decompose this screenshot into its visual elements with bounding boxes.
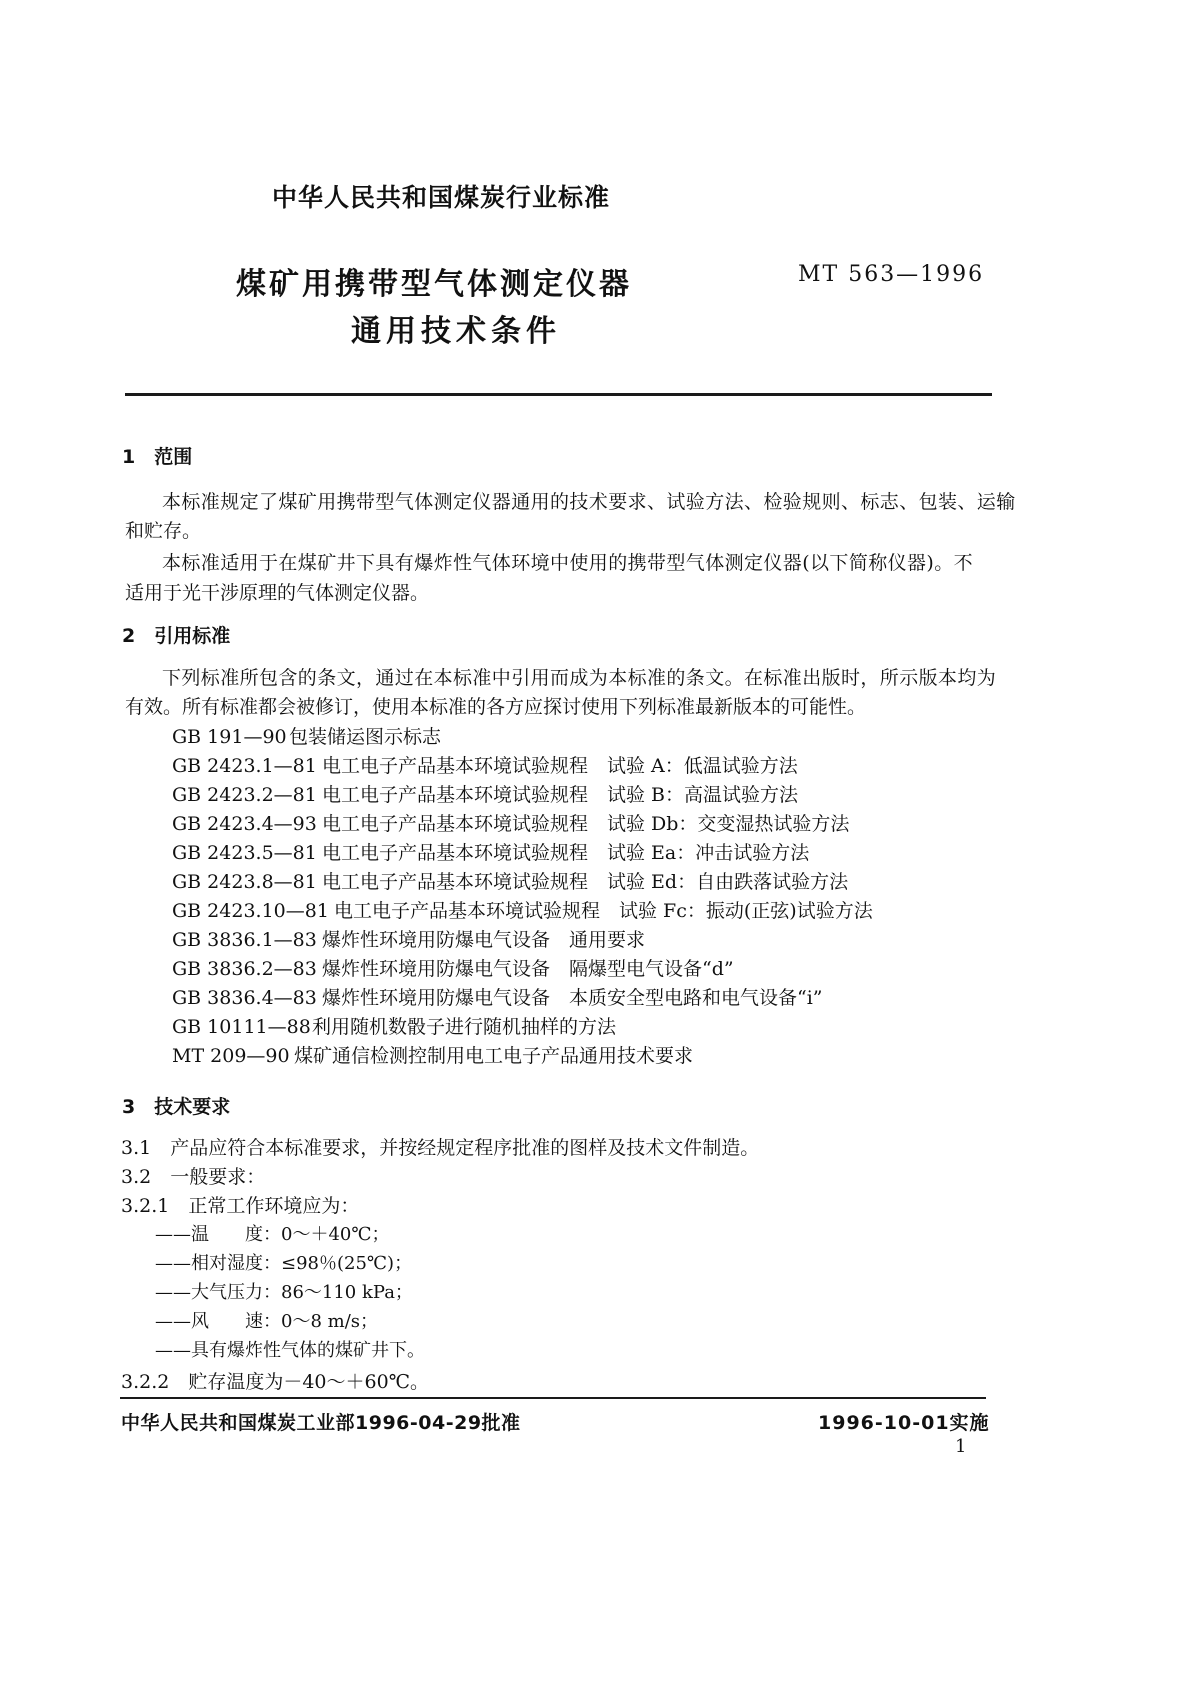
- reference-title: 包装储运图示标志: [289, 726, 442, 748]
- reference-title: 爆炸性环境用防爆电气设备 隔爆型电气设备“d”: [322, 958, 734, 980]
- page-number: 1: [955, 1436, 967, 1457]
- reference-title: 电工电子产品基本环境试验规程 试验 A：低温试验方法: [322, 755, 798, 777]
- document-title-line1: 煤矿用携带型气体测定仪器: [236, 267, 632, 302]
- publisher-title: 中华人民共和国煤炭行业标准: [272, 183, 611, 212]
- env-requirement-item: ——相对湿度：≤98％(25℃)；: [155, 1253, 413, 1274]
- reference-code: GB 191—90: [172, 726, 287, 748]
- reference-code: GB 2423.1—81: [172, 755, 317, 777]
- section1-paragraph2-line1: 本标准适用于在煤矿井下具有爆炸性气体环境中使用的携带型气体测定仪器(以下简称仪器)。不: [162, 552, 974, 574]
- reference-item: [172, 1041, 693, 1068]
- standard-number: MT 563—1996: [798, 262, 985, 287]
- reference-code: GB 3836.1—83: [172, 929, 317, 951]
- reference-item: [172, 983, 823, 1010]
- env-requirement-item: ——温 度：0～＋40℃；: [155, 1224, 390, 1245]
- clause-3-2-1: 3.2.1 正常工作环境应为：: [121, 1195, 360, 1217]
- reference-title: 爆炸性环境用防爆电气设备 本质安全型电路和电气设备“i”: [322, 987, 823, 1009]
- clause-3-2: 3.2 一般要求：: [121, 1166, 266, 1188]
- section1-paragraph1-line1: 本标准规定了煤矿用携带型气体测定仪器通用的技术要求、试验方法、检验规则、标志、包装、运输: [162, 491, 1016, 513]
- reference-title: 电工电子产品基本环境试验规程 试验 Ea：冲击试验方法: [322, 842, 810, 864]
- reference-item: [172, 954, 734, 981]
- reference-item: [172, 809, 849, 836]
- reference-title: 电工电子产品基本环境试验规程 试验 Fc：振动(正弦)试验方法: [334, 900, 873, 922]
- clause-3-2-2: 3.2.2 贮存温度为－40～＋60℃。: [121, 1371, 429, 1393]
- reference-item: [172, 867, 848, 894]
- reference-item: [172, 896, 873, 923]
- reference-code: GB 3836.4—83: [172, 987, 317, 1009]
- reference-code: GB 2423.5—81: [172, 842, 317, 864]
- reference-title: 电工电子产品基本环境试验规程 试验 Ed：自由跌落试验方法: [322, 871, 849, 893]
- approval-line: 中华人民共和国煤炭工业部1996-04-29批准: [121, 1412, 521, 1434]
- footer-divider: [120, 1397, 986, 1399]
- reference-item: [172, 1012, 616, 1039]
- reference-code: GB 10111—88: [172, 1016, 311, 1038]
- reference-code: GB 2423.8—81: [172, 871, 317, 893]
- section1-paragraph2-line2: 适用于光干涉原理的气体测定仪器。: [125, 582, 430, 604]
- reference-item: [172, 925, 645, 952]
- reference-item: [172, 751, 798, 778]
- reference-code: GB 2423.10—81: [172, 900, 329, 922]
- document-title-line2: 通用技术条件: [351, 314, 561, 349]
- section2-intro-line2: 有效。所有标准都会被修订，使用本标准的各方应探讨使用下列标准最新版本的可能性。: [125, 696, 867, 718]
- effective-date: 1996-10-01实施: [818, 1412, 990, 1434]
- section2-heading: 2 引用标准: [122, 625, 231, 647]
- section1-paragraph1-line2: 和贮存。: [125, 520, 202, 542]
- section1-heading: 1 范围: [122, 446, 193, 468]
- reference-title: 电工电子产品基本环境试验规程 试验 B：高温试验方法: [322, 784, 799, 806]
- header-divider: [125, 393, 992, 396]
- reference-code: GB 3836.2—83: [172, 958, 317, 980]
- reference-title: 煤矿通信检测控制用电工电子产品通用技术要求: [294, 1045, 694, 1067]
- reference-item: [172, 838, 809, 865]
- reference-title: 电工电子产品基本环境试验规程 试验 Db：交变湿热试验方法: [322, 813, 850, 835]
- clause-3-1: 3.1 产品应符合本标准要求，并按经规定程序批准的图样及技术文件制造。: [121, 1137, 760, 1159]
- reference-item: [172, 722, 441, 749]
- reference-item: [172, 780, 798, 807]
- reference-code: GB 2423.2—81: [172, 784, 317, 806]
- reference-code: GB 2423.4—93: [172, 813, 317, 835]
- reference-code: MT 209—90: [172, 1045, 290, 1067]
- env-requirement-item: ——具有爆炸性气体的煤矿井下。: [155, 1340, 425, 1361]
- section2-intro-line1: 下列标准所包含的条文，通过在本标准中引用而成为本标准的条文。在标准出版时，所示版本均为: [162, 667, 997, 689]
- env-requirement-item: ——风 速：0～8 m/s；: [155, 1311, 378, 1332]
- reference-title: 利用随机数骰子进行随机抽样的方法: [312, 1016, 617, 1038]
- reference-title: 爆炸性环境用防爆电气设备 通用要求: [322, 929, 646, 951]
- section3-heading: 3 技术要求: [122, 1096, 231, 1118]
- env-requirement-item: ——大气压力：86～110 kPa；: [155, 1282, 413, 1303]
